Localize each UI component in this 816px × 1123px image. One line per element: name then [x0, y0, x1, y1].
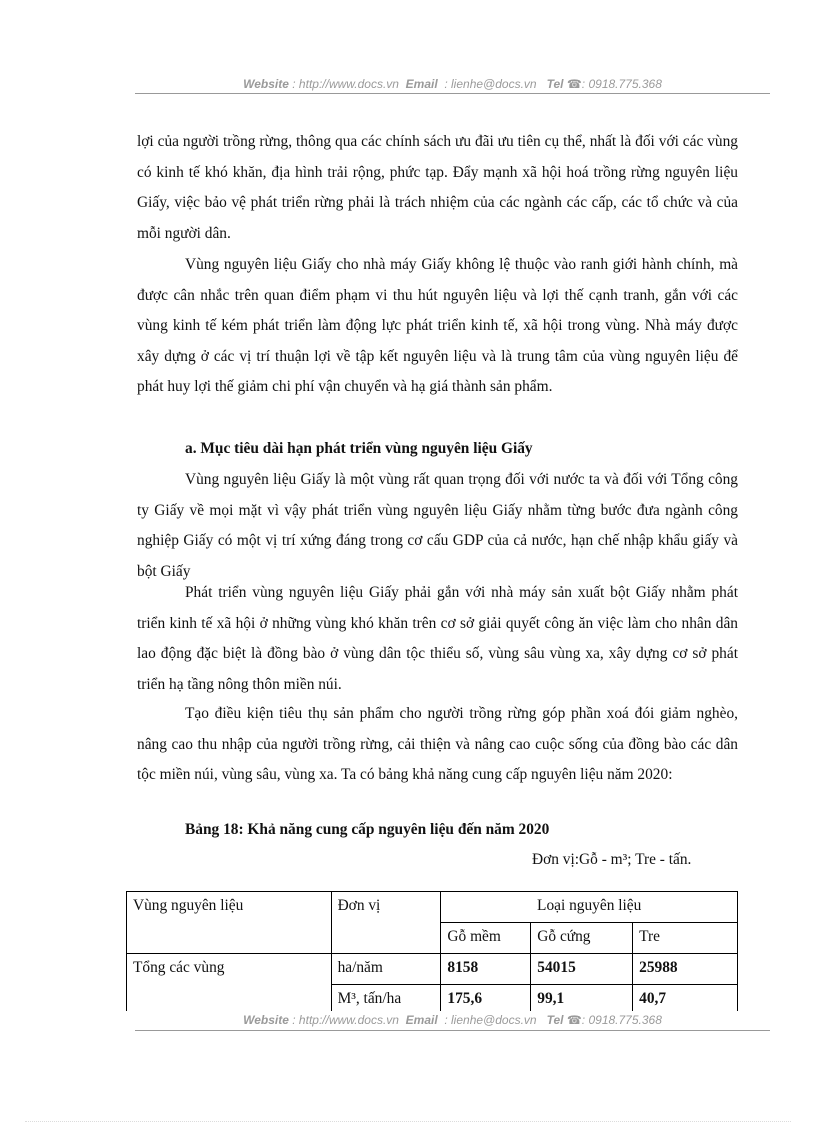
page-bottom-divider — [25, 1121, 791, 1122]
cell-hardwood: 54015 — [531, 954, 633, 985]
header-material: Loại nguyên liệu — [441, 892, 738, 923]
tel-label: Tel — [546, 77, 564, 91]
website-label: Website — [243, 1013, 289, 1027]
website-label: Website — [243, 77, 289, 91]
subheader-softwood: Gỗ mềm — [441, 923, 531, 954]
cell-hardwood: 99,1 — [531, 985, 633, 1012]
email-value[interactable]: : lienhe@docs.vn — [444, 1013, 537, 1027]
tel-label: Tel — [546, 1013, 564, 1027]
table-header-row — [127, 892, 738, 923]
cell-region: Tổng các vùng — [127, 954, 332, 985]
cell-softwood: 8158 — [441, 954, 531, 985]
table-title: Bảng 18: Khả năng cung cấp nguyên liệu đến năm 2020 — [185, 821, 550, 838]
cell-unit: M³, tấn/ha — [331, 985, 441, 1012]
table-row — [127, 985, 738, 1012]
paragraph-2: Vùng nguyên liệu Giấy cho nhà máy Giấy không lệ thuộc vào ranh giới hành chính, mà được cân nhắc trên quan điểm phạm vi thu hút nguyên liệu và lợi thế cạnh tranh, gắn với các vùng kinh tế kém phát triển làm động lực phát triển kinh tế, xã hội trong vùng. Nhà máy được xây dựng ở các vị trí thuận lợi về tập kết nguyên liệu và là trung tâm của vùng nguyên liệu để phát huy lợi thế giảm chi phí vận chuyển và hạ giá thành sản phẩm. — [137, 256, 738, 396]
paragraph-5: Tạo điều kiện tiêu thụ sản phẩm cho người trồng rừng góp phần xoá đói giảm nghèo, nâng cao thu nhập của người trồng rừng, cải thiện và nâng cao cuộc sống của đồng bào các dân tộc miền núi, vùng sâu, vùng xa. Ta có bảng khả năng cung cấp nguyên liệu năm 2020: — [137, 705, 738, 784]
phone-icon: ☎ — [566, 77, 582, 91]
cell-bamboo: 40,7 — [633, 985, 738, 1012]
paragraph-1: lợi của người trồng rừng, thông qua các chính sách ưu đãi ưu tiên cụ thể, nhất là đối với các vùng có kinh tế khó khăn, địa hình trải rộng, phức tạp. Đẩy mạnh xã hội hoá trồng rừng nguyên liệu Giấy, việc bảo vệ phát triển rừng phải là trách nhiệm của các ngành các cấp, các tổ chức và của mỗi người dân. — [137, 133, 738, 242]
supply-table — [126, 891, 738, 1011]
section-heading: a. Mục tiêu dài hạn phát triển vùng nguyên liệu Giấy — [185, 440, 533, 457]
tel-value: : 0918.775.368 — [581, 1013, 662, 1027]
email-label: Email — [405, 1013, 438, 1027]
cell-bamboo: 25988 — [633, 954, 738, 985]
tel-value: : 0918.775.368 — [581, 77, 662, 91]
subheader-hardwood: Gỗ cứng — [531, 923, 633, 954]
paragraph-3: Vùng nguyên liệu Giấy là một vùng rất quan trọng đối với nước ta và đối với Tổng công ty Giấy về mọi mặt vì vậy phát triển vùng nguyên liệu Giấy nhằm từng bước đưa ngành công nghiệp Giấy có một vị trí xứng đáng trong cơ cấu GDP của cả nước, hạn chế nhập khẩu giấy và bột Giấy — [137, 471, 738, 580]
email-label: Email — [405, 77, 438, 91]
subheader-bamboo: Tre — [633, 923, 738, 954]
header-unit: Đơn vị — [331, 892, 441, 954]
website-url[interactable]: : http://www.docs.vn — [292, 77, 399, 91]
unit-note: Đơn vị:Gỗ - m³; Tre - tấn. — [532, 851, 692, 868]
cell-unit: ha/năm — [331, 954, 441, 985]
header-region: Vùng nguyên liệu — [127, 892, 332, 954]
table-row — [127, 954, 738, 985]
header-divider — [135, 93, 770, 94]
email-value[interactable]: : lienhe@docs.vn — [444, 77, 537, 91]
cell-softwood: 175,6 — [441, 985, 531, 1012]
footer-divider — [135, 1030, 770, 1031]
phone-icon: ☎ — [566, 1013, 582, 1027]
paragraph-4: Phát triển vùng nguyên liệu Giấy phải gắn với nhà máy sản xuất bột Giấy nhằm phát triển kinh tế xã hội ở những vùng khó khăn trên cơ sở giải quyết công ăn việc làm cho nhân dân lao động đặc biệt là đồng bào ở vùng dân tộc thiểu số, vùng sâu vùng xa, xây dựng cơ sở phát triển hạ tầng nông thôn miền núi. — [137, 584, 738, 693]
website-url[interactable]: : http://www.docs.vn — [292, 1013, 399, 1027]
page-footer — [135, 1012, 770, 1028]
cell-region — [127, 985, 332, 1012]
page-header — [135, 76, 770, 92]
